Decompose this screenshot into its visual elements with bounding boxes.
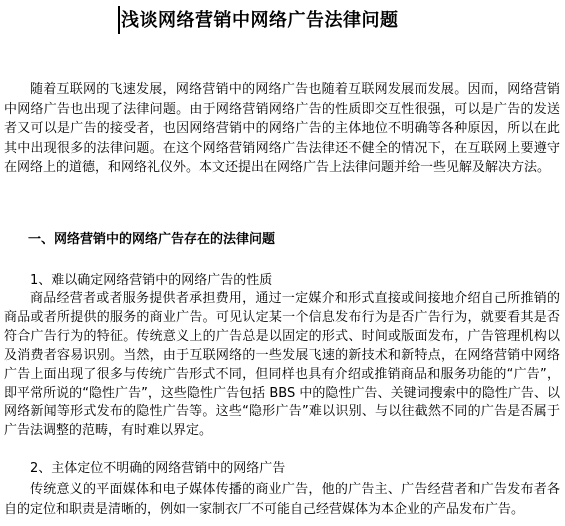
- subsection-2-paragraph: 传统意义的平面媒体和电子媒体传播的商业广告，他的广告主、广告经营者和广告发布者各自的定位和职责是清晰的，例如一家制衣厂不可能自己经营媒体为本企业的产品发布广告。: [4, 482, 560, 517]
- subsection-1-paragraph: 商品经营者或者服务提供者承担费用，通过一定媒介和形式直接或间接地介绍自己所推销的商品或者所提供的服务的商业广告。可见认定某一个信息发布行为是否广告行为，就要看其是否符合广告行为的特征。传统意义上的广告总是以固定的形式、时间或版面发布，广告管理机构以及消费者容易识别。当然，由于互联网络的一些发展飞速的新技术和新特点，在网络营销中网络广告上面出现了很多与传统广告形式不同，但同样也具有介绍或推销商品和服务功能的“广告”，即平常所说的“隐性广告”，这些隐性广告包括 BBS 中的隐性广告、关键词搜索中的隐性广告、以网络新闻等形式发布的隐性广告等。这些“隐形广告”难以识别、与以往截然不同的广告是否属于广告法调整的范畴，有时难以界定。: [4, 291, 560, 439]
- intro-paragraph: 随着互联网的飞速发展，网络营销中的网络广告也随着互联网发展而发展。因而，网络营销中网络广告也出现了法律问题。由于网络营销网络广告的性质即交互性很强，可以是广告的发送者又可以是广告的接受者，也因网络营销中的网络广告的主体地位不明确等各种原因，所以在此其中出现很多的法律问题。在这个网络营销网络广告法律还不健全的情况下，在互联网上要遵守在网络上的道德，和网络礼仪外。本文还提出在网络广告上法律问题并给一些见解及解决方法。: [4, 82, 560, 175]
- text-cursor: [118, 6, 120, 34]
- subsection-2-title: 2、主体定位不明确的网络营销中的网络广告: [30, 461, 286, 476]
- article-title: 浅谈网络营销中网络广告法律问题: [121, 10, 399, 31]
- section-heading: 一、网络营销中的网络广告存在的法律问题: [28, 232, 276, 247]
- subsection-1-title: 1、难以确定网络营销中的网络广告的性质: [30, 273, 273, 288]
